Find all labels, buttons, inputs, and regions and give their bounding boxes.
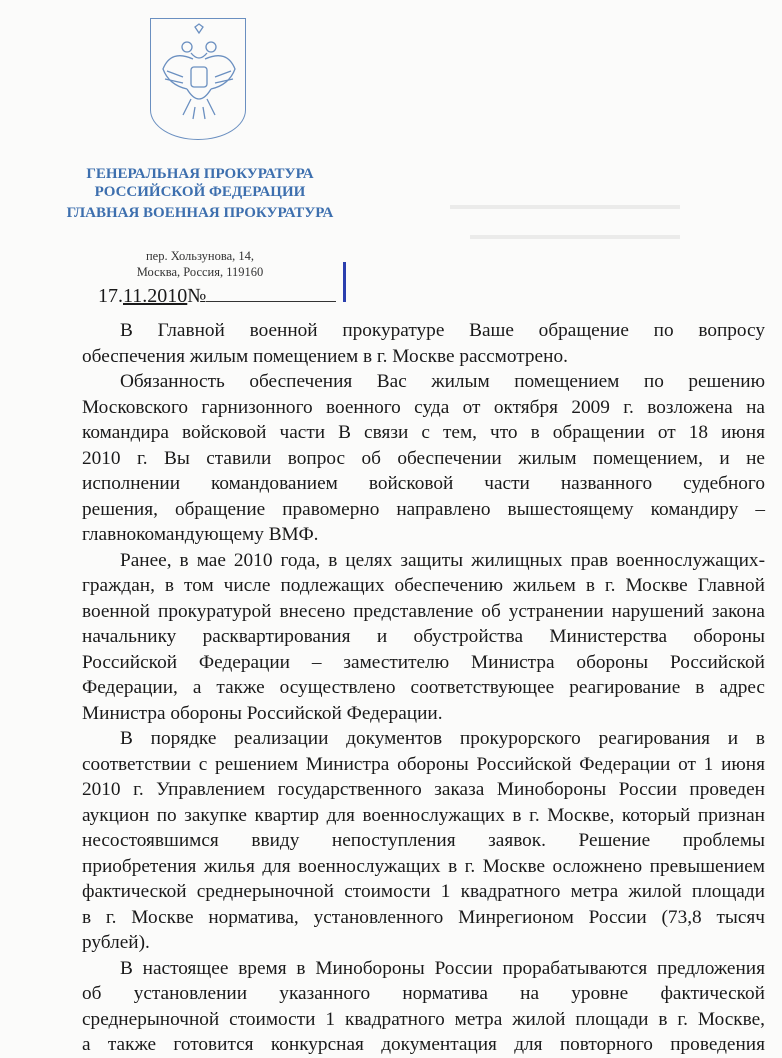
- double-headed-eagle-icon: [151, 19, 247, 141]
- body-line: начальнику расквартирования и обустройства Министерства обороны: [82, 626, 765, 647]
- date-day: 17.: [98, 285, 123, 307]
- coat-of-arms-emblem: [150, 18, 246, 140]
- address-line-2: Москва, Россия, 119160: [136, 265, 264, 279]
- redacted-addressee: [450, 205, 680, 209]
- number-sign: №: [187, 285, 207, 307]
- body-line: 2010 г. Вы ставили вопрос об обеспечении жилым помещением, и не: [82, 447, 765, 469]
- body-line: обеспечения жилым помещением в г. Москве рассмотрено.: [82, 345, 568, 367]
- org-subdivision: ГЛАВНАЯ ВОЕННАЯ ПРОКУРАТУРА: [66, 205, 334, 221]
- address: [90, 248, 310, 280]
- body-line: Ранее, в мае 2010 года, в целях защиты жилищных прав военнослужащих-: [120, 549, 765, 571]
- body-line: Российской Федерации – заместителю Министра обороны Российской: [82, 651, 765, 673]
- body-line: исполнении командованием войсковой части названного судебного: [82, 473, 765, 494]
- body-line: об установлении указанного норматива на уровне фактической: [82, 983, 765, 1004]
- body-line: соответствии с решением Министра обороны Российской Федерации от 1 июня: [82, 753, 765, 775]
- body-line: решения, обращение правомерно направлено вышестоящему командиру –: [82, 498, 765, 520]
- body-line: в г. Москве норматива, установленного Минрегионом России (73,8 тысяч: [82, 906, 765, 928]
- body-line: В порядке реализации документов прокурорского реагирования и в: [120, 728, 765, 749]
- org-name: [60, 165, 340, 201]
- body-line: Федерации, а также осуществлено соответствующее реагирование в адрес: [82, 677, 765, 698]
- body-line: В настоящее время в Минобороны России прорабатываются предложения: [120, 957, 765, 979]
- body-line: а также готовится конкурсная документация для повторного проведения: [82, 1034, 765, 1055]
- body-line: несостоявшимся ввиду непоступления заявок. Решение проблемы: [82, 830, 765, 851]
- document-date: [98, 285, 336, 308]
- org-line-1: ГЕНЕРАЛЬНАЯ ПРОКУРАТУРА: [86, 166, 314, 182]
- body-line: граждан, в том числе подлежащих обеспечению жильем в г. Москве Главной: [82, 575, 765, 596]
- body-line: командира войсковой части В связи с тем, что в обращении от 18 июня: [82, 422, 765, 443]
- ink-mark: [343, 262, 346, 302]
- body-line: аукцион по закупке квартир для военнослужащих в г. Москве, который признан: [82, 804, 765, 826]
- body-line: Обязанность обеспечения Вас жилым помещением по решению: [120, 371, 765, 392]
- body-line: фактической среднерыночной стоимости 1 квадратного метра жилой площади: [82, 881, 765, 902]
- body-line: Московского гарнизонного военного суда от октября 2009 г. возложена на: [82, 396, 765, 418]
- body-line: Министра обороны Российской Федерации.: [82, 702, 443, 724]
- redacted-addressee-line: [470, 235, 680, 239]
- body-line: приобретения жилья для военнослужащих в г. Москве осложнено превышением: [82, 855, 765, 877]
- document-number-redacted: [206, 285, 336, 302]
- org-line-2: РОССИЙСКОЙ ФЕДЕРАЦИИ: [94, 184, 306, 200]
- body-line: 2010 г. Управлением государственного заказа Минобороны России проведен: [82, 779, 765, 800]
- letter-body: [82, 318, 765, 1058]
- body-line: военной прокуратурой внесено представление об устранении нарушений закона: [82, 600, 765, 622]
- body-line: главнокомандующему ВМФ.: [82, 524, 319, 545]
- date-month-year: 11.2010: [123, 285, 188, 307]
- address-line-1: пер. Хользунова, 14,: [145, 249, 255, 263]
- body-line: среднерыночной стоимости 1 квадратного метра жилой площади в г. Москве,: [82, 1008, 765, 1030]
- body-line: В Главной военной прокуратуре Ваше обращение по вопросу: [120, 320, 765, 341]
- body-line: рублей).: [82, 932, 150, 953]
